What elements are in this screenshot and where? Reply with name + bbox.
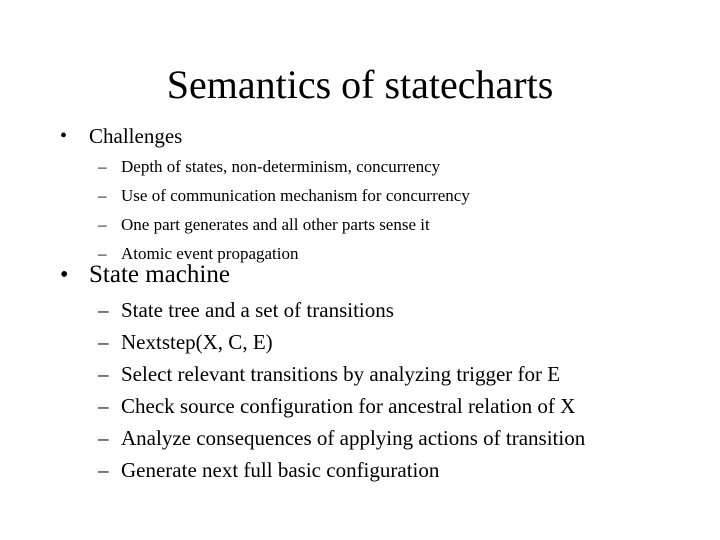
sub-bullet-item bbox=[0, 390, 720, 422]
bullet-heading: Challenges bbox=[89, 124, 183, 148]
bullet-heading: State machine bbox=[89, 261, 230, 288]
sub-bullet-text: One part generates and all other parts sense it bbox=[121, 215, 430, 234]
bullet-dot-icon: • bbox=[60, 262, 69, 288]
dash-icon: – bbox=[98, 426, 109, 450]
sub-bullet-item bbox=[0, 422, 720, 454]
sub-bullet-item bbox=[0, 326, 720, 358]
dash-icon: – bbox=[98, 458, 109, 482]
sub-bullet-text: Nextstep(X, C, E) bbox=[121, 330, 273, 354]
sub-bullet-item bbox=[0, 454, 720, 486]
sub-bullet-text: Analyze consequences of applying actions of transition bbox=[121, 426, 586, 450]
dash-icon: – bbox=[98, 186, 107, 205]
dash-icon: – bbox=[98, 394, 109, 418]
dash-icon: – bbox=[98, 215, 107, 234]
bullet-section-challenges bbox=[0, 119, 720, 269]
sub-bullet-list bbox=[0, 294, 720, 486]
sub-bullet-item bbox=[0, 152, 720, 181]
dash-icon: – bbox=[98, 362, 109, 386]
sub-bullet-item bbox=[0, 294, 720, 326]
dash-icon: – bbox=[98, 244, 107, 263]
sub-bullet-item bbox=[0, 210, 720, 239]
sub-bullet-text: Check source configuration for ancestral relation of X bbox=[121, 394, 576, 418]
sub-bullet-text: State tree and a set of transitions bbox=[121, 298, 394, 322]
sub-bullet-item bbox=[0, 181, 720, 210]
sub-bullet-list bbox=[0, 152, 720, 268]
sub-bullet-text: Select relevant transitions by analyzing trigger for E bbox=[121, 362, 561, 386]
dash-icon: – bbox=[98, 330, 109, 354]
bullet-dot-icon: • bbox=[60, 125, 68, 147]
bullet-challenges bbox=[0, 119, 720, 153]
bullet-section-state-machine bbox=[0, 256, 720, 486]
sub-bullet-text: Atomic event propagation bbox=[121, 244, 299, 263]
sub-bullet-text: Generate next full basic configuration bbox=[121, 458, 440, 482]
slide-title: Semantics of statecharts bbox=[166, 62, 554, 107]
bullet-state-machine bbox=[0, 256, 720, 294]
sub-bullet-item bbox=[0, 358, 720, 390]
sub-bullet-text: Use of communication mechanism for concurrency bbox=[121, 186, 470, 205]
sub-bullet-text: Depth of states, non-determinism, concurrency bbox=[121, 157, 441, 176]
dash-icon: – bbox=[98, 157, 107, 176]
dash-icon: – bbox=[98, 298, 109, 322]
